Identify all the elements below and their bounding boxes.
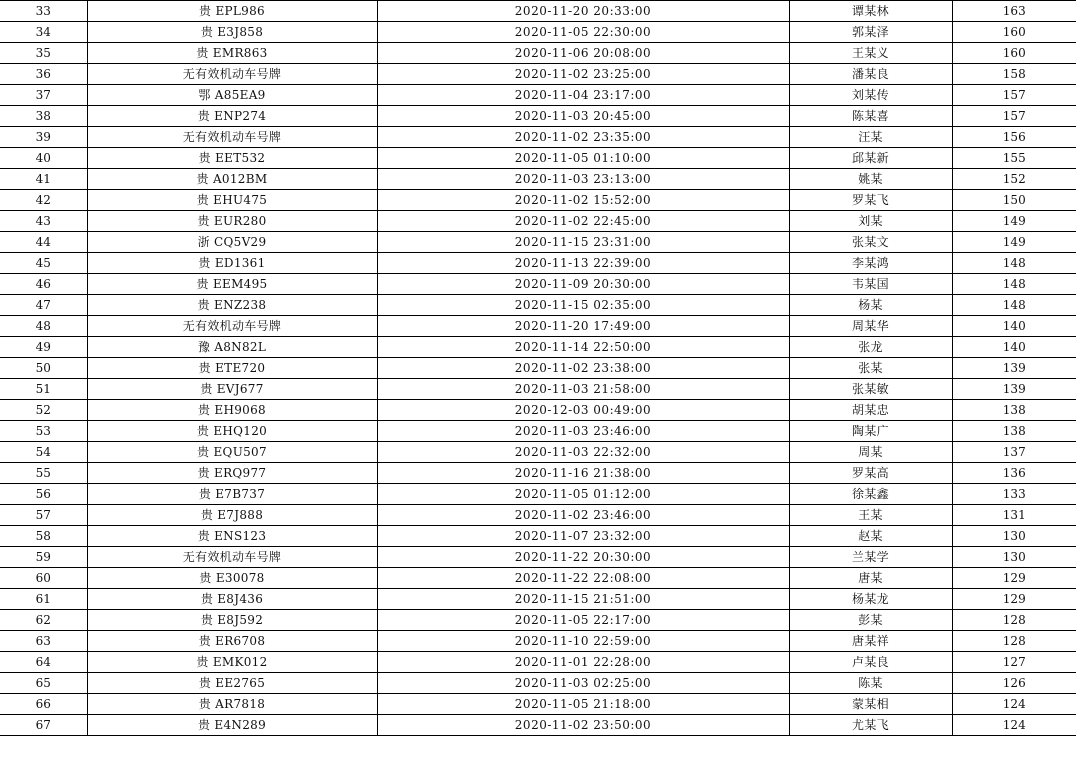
violation-time-cell: 2020-11-14 22:50:00 — [377, 337, 789, 358]
violation-time-cell: 2020-11-02 23:38:00 — [377, 358, 789, 379]
violation-count-cell: 139 — [952, 379, 1076, 400]
plate-number-cell: 贵 E3J858 — [87, 22, 377, 43]
row-number-cell: 33 — [0, 1, 87, 22]
violation-time-cell: 2020-11-13 22:39:00 — [377, 253, 789, 274]
plate-number-cell: 贵 E4N289 — [87, 715, 377, 736]
violation-time-cell: 2020-11-03 21:58:00 — [377, 379, 789, 400]
row-number-cell: 55 — [0, 463, 87, 484]
row-number-cell: 42 — [0, 190, 87, 211]
table-row — [0, 106, 1076, 127]
plate-number-cell: 贵 E8J436 — [87, 589, 377, 610]
row-number-cell: 51 — [0, 379, 87, 400]
table-row — [0, 43, 1076, 64]
plate-number-cell: 贵 ETE720 — [87, 358, 377, 379]
violation-time-cell: 2020-11-05 01:10:00 — [377, 148, 789, 169]
plate-number-cell: 无有效机动车号牌 — [87, 316, 377, 337]
plate-number-cell: 贵 EUR280 — [87, 211, 377, 232]
row-number-cell: 54 — [0, 442, 87, 463]
violation-count-cell: 138 — [952, 400, 1076, 421]
driver-name-cell: 韦某国 — [789, 274, 952, 295]
driver-name-cell: 王某义 — [789, 43, 952, 64]
driver-name-cell: 周某华 — [789, 316, 952, 337]
plate-number-cell: 贵 EQU507 — [87, 442, 377, 463]
row-number-cell: 39 — [0, 127, 87, 148]
violation-count-cell: 127 — [952, 652, 1076, 673]
table-row — [0, 421, 1076, 442]
table-row — [0, 400, 1076, 421]
violation-count-cell: 129 — [952, 568, 1076, 589]
violation-time-cell: 2020-11-02 22:45:00 — [377, 211, 789, 232]
driver-name-cell: 陈某 — [789, 673, 952, 694]
driver-name-cell: 杨某龙 — [789, 589, 952, 610]
plate-number-cell: 贵 E7J888 — [87, 505, 377, 526]
driver-name-cell: 兰某学 — [789, 547, 952, 568]
violation-count-cell: 160 — [952, 43, 1076, 64]
driver-name-cell: 陶某广 — [789, 421, 952, 442]
row-number-cell: 63 — [0, 631, 87, 652]
plate-number-cell: 贵 ENP274 — [87, 106, 377, 127]
table-row — [0, 652, 1076, 673]
driver-name-cell: 周某 — [789, 442, 952, 463]
driver-name-cell: 王某 — [789, 505, 952, 526]
violation-time-cell: 2020-12-03 00:49:00 — [377, 400, 789, 421]
violation-time-cell: 2020-11-01 22:28:00 — [377, 652, 789, 673]
plate-number-cell: 贵 EET532 — [87, 148, 377, 169]
table-row — [0, 589, 1076, 610]
plate-number-cell: 贵 EH9068 — [87, 400, 377, 421]
row-number-cell: 62 — [0, 610, 87, 631]
plate-number-cell: 无有效机动车号牌 — [87, 547, 377, 568]
violation-time-cell: 2020-11-20 20:33:00 — [377, 1, 789, 22]
plate-number-cell: 贵 ENS123 — [87, 526, 377, 547]
table-row — [0, 673, 1076, 694]
table-row — [0, 505, 1076, 526]
violation-time-cell: 2020-11-02 23:50:00 — [377, 715, 789, 736]
violation-count-cell: 124 — [952, 715, 1076, 736]
plate-number-cell: 贵 EHU475 — [87, 190, 377, 211]
row-number-cell: 38 — [0, 106, 87, 127]
violation-time-cell: 2020-11-02 23:35:00 — [377, 127, 789, 148]
row-number-cell: 60 — [0, 568, 87, 589]
table-row — [0, 631, 1076, 652]
plate-number-cell: 贵 E30078 — [87, 568, 377, 589]
driver-name-cell: 郭某泽 — [789, 22, 952, 43]
violation-time-cell: 2020-11-03 20:45:00 — [377, 106, 789, 127]
violation-count-cell: 163 — [952, 1, 1076, 22]
table-row — [0, 1, 1076, 22]
driver-name-cell: 罗某飞 — [789, 190, 952, 211]
plate-number-cell: 贵 ERQ977 — [87, 463, 377, 484]
plate-number-cell: 贵 EE2765 — [87, 673, 377, 694]
violation-count-cell: 148 — [952, 274, 1076, 295]
table-row — [0, 316, 1076, 337]
violation-time-cell: 2020-11-05 22:17:00 — [377, 610, 789, 631]
table-row — [0, 190, 1076, 211]
plate-number-cell: 贵 E8J592 — [87, 610, 377, 631]
table-row — [0, 169, 1076, 190]
table-row — [0, 358, 1076, 379]
violation-time-cell: 2020-11-04 23:17:00 — [377, 85, 789, 106]
driver-name-cell: 蒙某相 — [789, 694, 952, 715]
violation-count-cell: 131 — [952, 505, 1076, 526]
violation-time-cell: 2020-11-20 17:49:00 — [377, 316, 789, 337]
violation-time-cell: 2020-11-15 21:51:00 — [377, 589, 789, 610]
violation-count-cell: 137 — [952, 442, 1076, 463]
violation-count-cell: 130 — [952, 547, 1076, 568]
driver-name-cell: 陈某喜 — [789, 106, 952, 127]
driver-name-cell: 张某敏 — [789, 379, 952, 400]
plate-number-cell: 贵 EEM495 — [87, 274, 377, 295]
table-row — [0, 526, 1076, 547]
table-row — [0, 148, 1076, 169]
violation-time-cell: 2020-11-22 20:30:00 — [377, 547, 789, 568]
violation-count-cell: 148 — [952, 295, 1076, 316]
violation-time-cell: 2020-11-22 22:08:00 — [377, 568, 789, 589]
plate-number-cell: 贵 EMR863 — [87, 43, 377, 64]
row-number-cell: 49 — [0, 337, 87, 358]
plate-number-cell: 无有效机动车号牌 — [87, 127, 377, 148]
table-row — [0, 232, 1076, 253]
plate-number-cell: 贵 ED1361 — [87, 253, 377, 274]
plate-number-cell: 贵 ER6708 — [87, 631, 377, 652]
table-row — [0, 547, 1076, 568]
table-row — [0, 274, 1076, 295]
row-number-cell: 66 — [0, 694, 87, 715]
driver-name-cell: 张某 — [789, 358, 952, 379]
row-number-cell: 50 — [0, 358, 87, 379]
driver-name-cell: 唐某祥 — [789, 631, 952, 652]
row-number-cell: 57 — [0, 505, 87, 526]
plate-number-cell: 贵 ENZ238 — [87, 295, 377, 316]
driver-name-cell: 邱某新 — [789, 148, 952, 169]
plate-number-cell: 浙 CQ5V29 — [87, 232, 377, 253]
violation-time-cell: 2020-11-03 02:25:00 — [377, 673, 789, 694]
plate-number-cell: 贵 EHQ120 — [87, 421, 377, 442]
table-row — [0, 295, 1076, 316]
plate-number-cell: 无有效机动车号牌 — [87, 64, 377, 85]
row-number-cell: 35 — [0, 43, 87, 64]
violation-time-cell: 2020-11-03 22:32:00 — [377, 442, 789, 463]
table-row — [0, 379, 1076, 400]
violation-count-cell: 128 — [952, 610, 1076, 631]
table-row — [0, 463, 1076, 484]
driver-name-cell: 张龙 — [789, 337, 952, 358]
row-number-cell: 47 — [0, 295, 87, 316]
row-number-cell: 65 — [0, 673, 87, 694]
row-number-cell: 59 — [0, 547, 87, 568]
row-number-cell: 43 — [0, 211, 87, 232]
violation-count-cell: 139 — [952, 358, 1076, 379]
violation-time-cell: 2020-11-09 20:30:00 — [377, 274, 789, 295]
violation-count-cell: 140 — [952, 316, 1076, 337]
violation-count-cell: 133 — [952, 484, 1076, 505]
table-row — [0, 64, 1076, 85]
plate-number-cell: 鄂 A85EA9 — [87, 85, 377, 106]
violation-count-cell: 126 — [952, 673, 1076, 694]
violation-time-cell: 2020-11-15 23:31:00 — [377, 232, 789, 253]
violation-time-cell: 2020-11-02 15:52:00 — [377, 190, 789, 211]
driver-name-cell: 张某文 — [789, 232, 952, 253]
driver-name-cell: 彭某 — [789, 610, 952, 631]
violation-count-cell: 157 — [952, 106, 1076, 127]
row-number-cell: 53 — [0, 421, 87, 442]
driver-name-cell: 赵某 — [789, 526, 952, 547]
table-row — [0, 22, 1076, 43]
plate-number-cell: 贵 EMK012 — [87, 652, 377, 673]
violation-count-cell: 140 — [952, 337, 1076, 358]
table-row — [0, 337, 1076, 358]
violation-time-cell: 2020-11-15 02:35:00 — [377, 295, 789, 316]
driver-name-cell: 尤某飞 — [789, 715, 952, 736]
violation-time-cell: 2020-11-03 23:13:00 — [377, 169, 789, 190]
table-row — [0, 568, 1076, 589]
table-row — [0, 484, 1076, 505]
row-number-cell: 61 — [0, 589, 87, 610]
plate-number-cell: 贵 EVJ677 — [87, 379, 377, 400]
table-row — [0, 715, 1076, 736]
row-number-cell: 64 — [0, 652, 87, 673]
violation-count-cell: 152 — [952, 169, 1076, 190]
driver-name-cell: 李某鸿 — [789, 253, 952, 274]
driver-name-cell: 杨某 — [789, 295, 952, 316]
row-number-cell: 58 — [0, 526, 87, 547]
table-row — [0, 211, 1076, 232]
violation-count-cell: 156 — [952, 127, 1076, 148]
violation-time-cell: 2020-11-05 22:30:00 — [377, 22, 789, 43]
violation-time-cell: 2020-11-05 21:18:00 — [377, 694, 789, 715]
row-number-cell: 44 — [0, 232, 87, 253]
violation-time-cell: 2020-11-03 23:46:00 — [377, 421, 789, 442]
driver-name-cell: 卢某良 — [789, 652, 952, 673]
driver-name-cell: 罗某高 — [789, 463, 952, 484]
violation-count-cell: 150 — [952, 190, 1076, 211]
driver-name-cell: 谭某林 — [789, 1, 952, 22]
violation-count-cell: 160 — [952, 22, 1076, 43]
driver-name-cell: 刘某 — [789, 211, 952, 232]
row-number-cell: 40 — [0, 148, 87, 169]
plate-number-cell: 贵 E7B737 — [87, 484, 377, 505]
violation-count-cell: 138 — [952, 421, 1076, 442]
driver-name-cell: 胡某忠 — [789, 400, 952, 421]
violation-time-cell: 2020-11-02 23:25:00 — [377, 64, 789, 85]
table-row — [0, 610, 1076, 631]
violation-count-cell: 128 — [952, 631, 1076, 652]
violation-time-cell: 2020-11-02 23:46:00 — [377, 505, 789, 526]
table-row — [0, 442, 1076, 463]
row-number-cell: 41 — [0, 169, 87, 190]
table-row — [0, 85, 1076, 106]
row-number-cell: 46 — [0, 274, 87, 295]
violation-count-cell: 149 — [952, 211, 1076, 232]
driver-name-cell: 潘某良 — [789, 64, 952, 85]
violation-count-cell: 157 — [952, 85, 1076, 106]
violation-count-cell: 148 — [952, 253, 1076, 274]
row-number-cell: 52 — [0, 400, 87, 421]
violation-time-cell: 2020-11-07 23:32:00 — [377, 526, 789, 547]
violation-count-cell: 129 — [952, 589, 1076, 610]
row-number-cell: 45 — [0, 253, 87, 274]
driver-name-cell: 汪某 — [789, 127, 952, 148]
violation-time-cell: 2020-11-05 01:12:00 — [377, 484, 789, 505]
plate-number-cell: 豫 A8N82L — [87, 337, 377, 358]
row-number-cell: 34 — [0, 22, 87, 43]
violation-count-cell: 124 — [952, 694, 1076, 715]
driver-name-cell: 唐某 — [789, 568, 952, 589]
plate-number-cell: 贵 EPL986 — [87, 1, 377, 22]
plate-number-cell: 贵 A012BM — [87, 169, 377, 190]
violation-time-cell: 2020-11-16 21:38:00 — [377, 463, 789, 484]
table-row — [0, 127, 1076, 148]
violation-count-cell: 158 — [952, 64, 1076, 85]
row-number-cell: 56 — [0, 484, 87, 505]
row-number-cell: 37 — [0, 85, 87, 106]
violation-count-cell: 136 — [952, 463, 1076, 484]
plate-number-cell: 贵 AR7818 — [87, 694, 377, 715]
table-body — [0, 1, 1076, 736]
driver-name-cell: 徐某鑫 — [789, 484, 952, 505]
violation-time-cell: 2020-11-10 22:59:00 — [377, 631, 789, 652]
driver-name-cell: 姚某 — [789, 169, 952, 190]
violation-count-cell: 155 — [952, 148, 1076, 169]
violation-count-cell: 149 — [952, 232, 1076, 253]
driver-name-cell: 刘某传 — [789, 85, 952, 106]
row-number-cell: 48 — [0, 316, 87, 337]
row-number-cell: 67 — [0, 715, 87, 736]
violation-time-cell: 2020-11-06 20:08:00 — [377, 43, 789, 64]
violation-count-cell: 130 — [952, 526, 1076, 547]
table-row — [0, 253, 1076, 274]
table-row — [0, 694, 1076, 715]
row-number-cell: 36 — [0, 64, 87, 85]
